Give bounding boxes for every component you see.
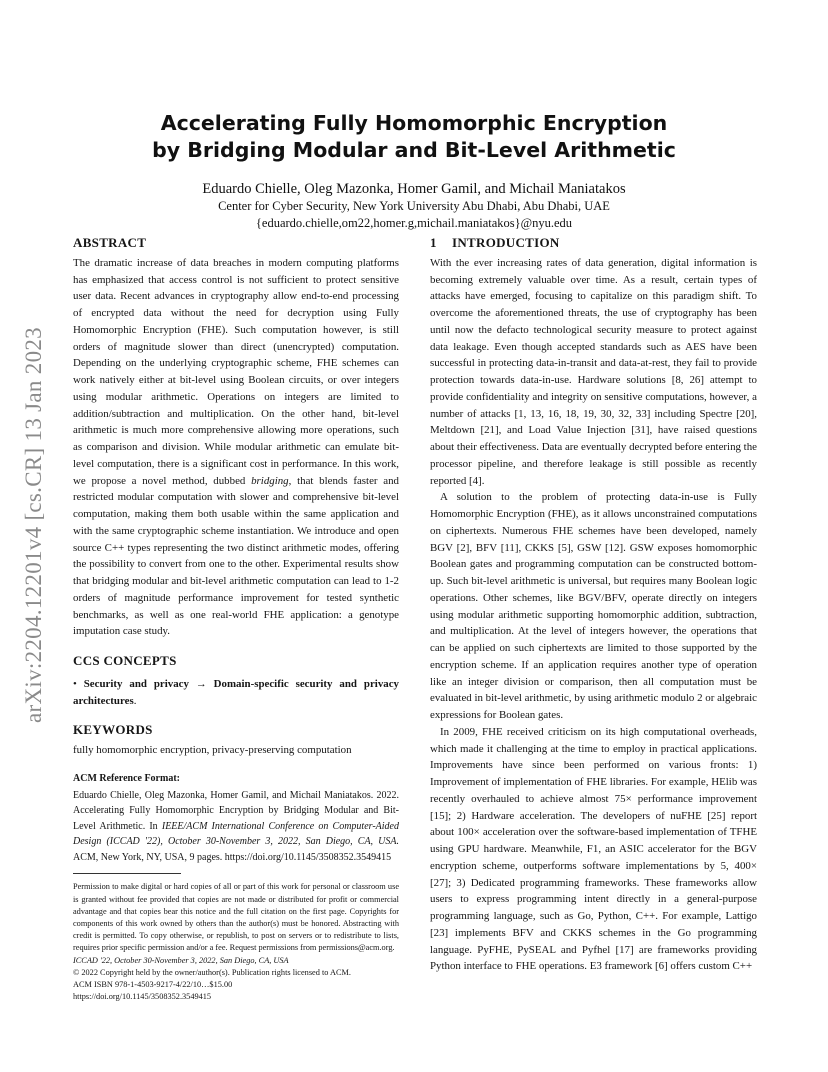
permission-notice: Permission to make digital or hard copies of all or part of this work for personal or classroom use is granted without fee provided that copies are not made or distributed for profit or commercial advantage and that copies bear this notice and the full citation on the first page. Copyrights for components of this work owned by others than the author(s) must be honored. Abstracting with credit is permitted. To copy otherwise, or republish, to post on servers or to redistribute to lists, requires prior specific permission and/or a fee. Request permissions from permissions@acm.org. bbox=[73, 882, 399, 953]
abstract-text-part-1: The dramatic increase of data breaches in modern computing platforms has emphasized that access control is not sufficient to protect sensitive user data. Recent advances in cryptography allow end-to-end processing of encrypted data without the need for decryption using Fully Homomorphic Encryption (FHE). Such computation however, is still orders of magnitude slower than direct (unencrypted) computation. Depending on the underlying cryptographic scheme, FHE schemes can work natively either at bit-level using Boolean circuits, or over integers using modular arithmetic. Operations on integers are limited to addition/subtraction and multiplication. On the other hand, bit-level arithmetic is much more comprehensive allowing more operations, such as comparison and division. While modular arithmetic can emulate bit-level computation, there is a significant cost in performance. In this work, we propose a novel method, dubbed bbox=[73, 256, 399, 487]
authors: Eduardo Chielle, Oleg Mazonka, Homer Gamil, and Michail Maniatakos bbox=[202, 181, 626, 197]
abstract-heading: ABSTRACT bbox=[73, 235, 147, 250]
section-number: 1 bbox=[430, 235, 437, 250]
left-column bbox=[73, 235, 399, 1004]
title-block bbox=[72, 110, 756, 232]
ccs-bullet: • bbox=[73, 677, 77, 690]
ccs-concept-end: . bbox=[133, 694, 137, 707]
affiliation: Center for Cyber Security, New York University Abu Dhabi, Abu Dhabi, UAE bbox=[218, 199, 610, 213]
arxiv-stamp-text: arXiv:2204.12201v4 [cs.CR] 13 Jan 2023 bbox=[21, 327, 47, 723]
isbn-line: ACM ISBN 978-1-4503-9217-4/22/10…$15.00 bbox=[73, 980, 233, 990]
keywords-section bbox=[73, 722, 399, 759]
abstract-section bbox=[73, 235, 399, 640]
abstract-italic-term: bridging bbox=[251, 474, 289, 487]
author-emails: {eduardo.chielle,om22,homer.g,michail.maniatakos}@nyu.edu bbox=[255, 216, 573, 230]
doi-link[interactable]: https://doi.org/10.1145/3508352.3549415 bbox=[73, 992, 212, 1002]
reference-text-part-2: ACM, New York, NY, USA, 9 pages. https://doi.org/10.1145/3508352.3549415 bbox=[73, 851, 392, 863]
keywords-text: fully homomorphic encryption, privacy-preserving computation bbox=[73, 744, 352, 756]
ccs-section bbox=[73, 653, 399, 709]
arxiv-stamp bbox=[14, 290, 54, 760]
paper-title bbox=[72, 110, 756, 164]
ccs-concepts bbox=[73, 676, 399, 710]
title-line-2: by Bridging Modular and Bit-Level Arithmetic bbox=[152, 138, 676, 162]
intro-paragraph-1: With the ever increasing rates of data generation, digital information is becoming extremely valuable over time. As a result, certain types of attacks have emerged, focusing to capitalize on this paradigm shift. To overcome the aforementioned threats, the use of cryptography has been until now the defacto technological security measure to protect against data leakage. Even though accepted standards such as AES have been successful in protecting data-in-transit and data-at-rest, they fail to provide protection towards data-in-use. Hardware solutions [8, 26] attempt to provide confidentiality and integrity on sensitive computations, however, a number of attacks [1, 13, 16, 18, 19, 30, 32, 33] including Spectre [20], Meltdown [21], and Load Value Injection [31], have raised questions about their effectiveness. Data are eventually decrypted before entering the processor pipeline, and therefore leakage is still possible as recently reported [4]. bbox=[430, 256, 757, 487]
section-title: INTRODUCTION bbox=[452, 235, 560, 250]
reference-venue: IEEE/ACM International Conference on Computer-Aided Design (ICCAD '22), October 30-November 3, 2022, San Diego, CA, USA. bbox=[73, 820, 399, 848]
reference-text-part-1: Eduardo Chielle, Oleg Mazonka, Homer Gamil, and Michail Maniatakos. 2022. Accelerating Fully Homomorphic Encryption by Bridging Modular and Bit-Level Arithmetic. In bbox=[73, 789, 399, 832]
permission-conference bbox=[73, 955, 399, 967]
title-line-1: Accelerating Fully Homomorphic Encryption bbox=[160, 111, 668, 135]
footnote-rule bbox=[73, 873, 181, 874]
intro-paragraph-2: A solution to the problem of protecting data-in-use is Fully Homomorphic Encryption (FHE), as it allows unconstrained computations on ciphertexts. Numerous FHE schemes have been developed, namely BGV [2], BFV [11], CKKS [5], GSW [12]. GSW exposes homomorphic Boolean gates and programming computation can be constructed bottom-up. Such bit-level arithmetic is universal, but requires many Boolean logic operations. Other schemes, like BGV/BFV, operate directly on integers using modular arithmetic supporting homomorphic addition, subtraction, and multiplication. At the level of integers however, the operations that can be applied on such ciphertexts are limited to those supported by the encryption scheme. If an application requires another type of operation like an integer division or comparison, then all computation must be evaluated in bit-level arithmetic, by using arithmetic modulo 2 or algebraic expressions for Boolean gates. bbox=[430, 491, 757, 721]
keywords-heading: KEYWORDS bbox=[73, 722, 153, 738]
ccs-concept-text: Security and privacy → Domain-specific security and privacy architectures bbox=[73, 677, 399, 707]
introduction-heading bbox=[430, 235, 757, 252]
abstract-text-part-2: , that blends faster and restricted modular computation with slower and comprehensive bit-level computation, making them both usable within the same application and with the same cryptographic scheme instantiation. We introduce and open source C++ types representing the two distinct arithmetic modes, offering the possibility to convert from one to the other. Experimental results show that bridging modular and bit-level arithmetic computation can lead to 1-2 orders of magnitude performance improvement for tested synthetic benchmarks, as well as one real-world FHE application: a genotype imputation case study. bbox=[73, 474, 399, 638]
ccs-heading: CCS CONCEPTS bbox=[73, 653, 177, 668]
conference-line: ICCAD '22, October 30-November 3, 2022, San Diego, CA, USA bbox=[73, 955, 289, 965]
right-column bbox=[430, 235, 757, 975]
copyright-line: © 2022 Copyright held by the owner/author(s). Publication rights licensed to ACM. bbox=[73, 967, 351, 977]
abstract-text bbox=[73, 255, 399, 640]
reference-format-text bbox=[73, 788, 399, 866]
intro-paragraph-3: In 2009, FHE received criticism on its high computational overheads, which made it challenging at the time to employ in practical applications. Improvements have since been performed on various fronts: 1) Improvement of implementation of FHE libraries. For example, HElib was recently overhauled to achieve almost 75× performance improvement [15]; 2) Hardware acceleration. The developers of nuFHE [25] report about 100× acceleration over the software-based implementation of TFHE using GPU hardware. Meanwhile, F1, an ASIC accelerator for the BGV encryption scheme, outperforms software implementations by 5, 400× [27]; 3) Dedicated programming frameworks. These frameworks allow users to express programming intent directly in a general-purpose programming language, such as Go, Python, C++. For example, Lattigo [23] implements BFV and CKKS schemes in the Go programming language. PyFHE, PySEAL and Pyfhel [17] are frameworks providing Python interface to FHE operations. E3 framework [6] offers custom C++ bbox=[430, 725, 757, 973]
reference-format-heading: ACM Reference Format: bbox=[73, 772, 180, 784]
introduction-section bbox=[430, 235, 757, 975]
